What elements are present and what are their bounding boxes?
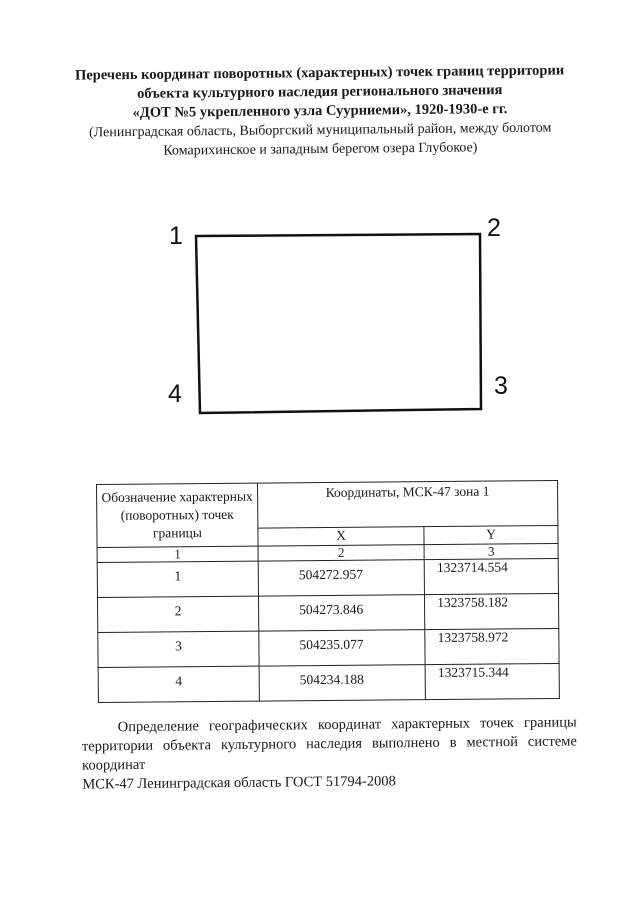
title-line-4: (Ленинградская область, Выборгский муниципальный район, между болотом (88, 120, 552, 141)
header-point-designation: Обозначение характерных (поворотных) точек границы (97, 483, 259, 547)
column-number: 1 (97, 546, 258, 562)
y-value: 1323714.554 (424, 558, 558, 594)
footer-line-2: территории объекта культурного наследия выполнено в местной системе координат (81, 733, 577, 774)
title-line-3: «ДОТ №5 укрепленного узла Суурниеми», 1920-1930-е гг. (132, 101, 508, 121)
point-id: 4 (98, 666, 259, 702)
point-label-2: 2 (487, 214, 501, 242)
x-value: 504273.846 (258, 595, 424, 631)
coordinates-table (96, 480, 560, 703)
x-value: 504272.957 (258, 560, 424, 596)
table-row (98, 663, 559, 702)
header-x: X (258, 526, 424, 546)
header-coordinates: Координаты, МСК-47 зона 1 (257, 480, 557, 527)
y-value: 1323758.972 (425, 628, 559, 664)
title-line-2: объекта культурного наследия регионального значения (137, 82, 503, 102)
point-label-4: 4 (168, 380, 182, 408)
title-line-1: Перечень координат поворотных (характерных) точек границ территории (74, 62, 565, 84)
point-label-1: 1 (169, 222, 183, 250)
y-value: 1323758.182 (425, 593, 559, 629)
column-number: 3 (424, 543, 558, 559)
footer-line-1: Определение географических координат характерных точек границы (117, 714, 577, 736)
point-id: 3 (98, 631, 259, 667)
table-row (98, 628, 559, 667)
point-label-3: 3 (494, 372, 508, 400)
document-title (60, 61, 581, 161)
boundary-polygon (196, 234, 481, 413)
y-value: 1323715.344 (425, 663, 559, 699)
x-value: 504235.077 (259, 630, 425, 666)
footer-line-3: МСК-47 Ленинградская область ГОСТ 51794-2008 (82, 773, 396, 793)
point-id: 2 (97, 596, 258, 632)
point-id: 1 (97, 561, 258, 597)
title-line-5: Комарихинское и западным берегом озера Глубокое) (163, 140, 478, 159)
table-row (97, 558, 558, 597)
x-value: 504234.188 (259, 665, 425, 701)
footer-note (82, 713, 578, 794)
table-row (97, 593, 558, 632)
header-y: Y (424, 525, 558, 545)
column-number: 2 (258, 545, 424, 561)
